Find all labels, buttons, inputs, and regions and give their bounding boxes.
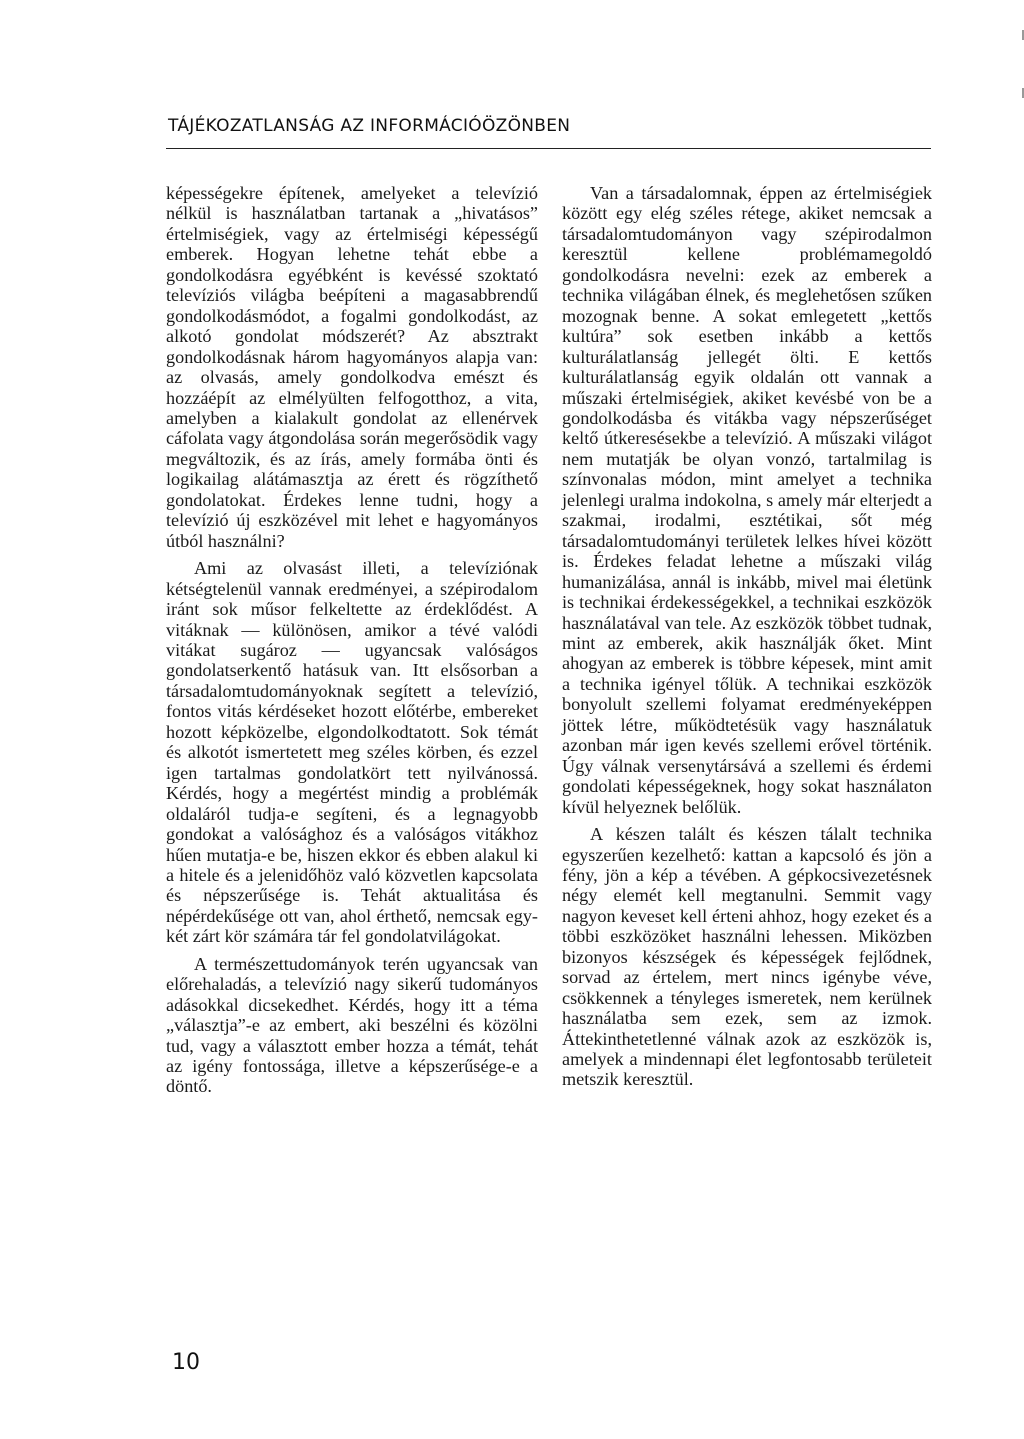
left-paragraph-3: A természettudományok terén ugyancsak van előrehaladás, a televízió nagy sikerű tudományos adásokkal dicsekedhet. Kérdés, hogy itt a téma „választja”-e az embert, aki beszélni és közölni tud, vagy a választott ember hozza a témát, tehát az igény fontossága, illetve a képszerűsége-e a döntő.: [166, 953, 538, 1097]
right-paragraph-1: Van a társadalomnak, éppen az értelmiségiek között egy elég széles rétege, akiket nemcsak a társadalomtudományon vagy szépirodalmon keresztül kellene problémamegoldó gondolkodásra nevelni: ezek az emberek a technika világában élnek, és meglehetősen szűken mozognak benne. A sokat emlegetett „kettős kultúra” sok esetben inkább a kettős kulturálatlanság jellegét ölti. E kettős kulturálatlanság egyik oldalán ott vannak a műszaki értelmiségiek, akiket kevésbé von be a gondolkodásba és vitákba vagy népszerűséget keltő útkeresésekbe a televízió. A műszaki világot nem mutatják be olyan vonzó, tartalmilag is színvonalas módon, mint amelyet a technika jelenlegi uralma indokolna, s amely már elterjedt a szakmai, irodalmi, esztétikai, sőt még társadalomtudományi területek lelkes hívei között is. Érdekes feladat lehetne a műszaki világ humanizálása, annál is inkább, mivel mai életünk is technikai érdekességekkel, a technikai eszközök használatával van tele. Az eszközök többet tudnak, mint az emberek, akik használják őket. Mint ahogyan az emberek is többre képesek, mint amit a technika igényel tőlük. A technikai eszközök bonyolult szellemi folyamat eredményeképpen jöttek létre, működtetésük vagy használatuk azonban már igen kevés szellemi erővel történik. Úgy válnak versenytársává a szellemi és érdemi gondolati képességeknek, hogy sokat használaton kívül helyeznek belőlük.: [562, 183, 932, 817]
page-number: 10: [172, 1350, 200, 1375]
right-column: [562, 183, 932, 1090]
right-paragraph-2: A készen talált és készen tálalt technika egyszerűen kezelhető: kattan a kapcsoló és jön a fény, jön a kép a tévében. A gépkocsivezetésnek négy elemét kell megtanulni. Semmit vagy nagyon keveset kell érteni ahhoz, hogy ezeket és a többi eszközöket használni lehessen. Miközben bizonyos készségek és képességek fejlődnek, sorvad az értelem, mert nincs igénybe véve, csökkennek a tényleges ismeretek, nem kerülnek használatba sem ezek, sem az izmok. Áttekinthetetlenné válnak azok az eszközök is, amelyek a mindennapi élet legfontosabb területeit metszik keresztül.: [562, 824, 932, 1090]
header-rule: [166, 148, 931, 149]
left-paragraph-1: képességekre építenek, amelyeket a televízió nélkül is használatban tartanak a „hivatásos” értelmiségiek, vagy az értelmiségi képességű emberek. Hogyan lehetne tehát ebbe a gondolkodásra egyébként is kevéssé szoktató televíziós világba beépíteni a magasabbrendű gondolkodásmódot, a fogalmi gondolkodást, az alkotó gondolat módszerét? Az absztrakt gondolkodásnak három hagyományos alapja van: az olvasás, amely gondolkodva emészt és hozzáépít az elmélyülten felfogotthoz, a vita, amelyben a kialakult gondolat az ellenérvek cáfolata vagy átgondolása során megerősödik vagy megváltozik, és az írás, amely formába önti és logikailag alátámasztja az érett és rögzíthető gondolatokat. Érdekes lenne tudni, hogy a televízió új eszközével mit lehet e hagyományos útból használni?: [166, 183, 538, 551]
left-column: [166, 183, 538, 1097]
running-head: TÁJÉKOZATLANSÁG AZ INFORMÁCIÓÖZÖNBEN: [168, 116, 571, 136]
left-paragraph-2: Ami az olvasást illeti, a televíziónak kétségtelenül vannak eredményei, a szépirodalom iránt sok műsor felkeltette az érdeklődést. A vitáknak — különösen, amikor a tévé valódi vitákat sugároz — ugyancsak valóságos gondolatserkentő hatásuk van. Itt elsősorban a társadalomtudományoknak segített a televízió, fontos vitás kérdéseket hozott előtérbe, embereket hozott képközelbe, elgondolkodtatott. Sok témát és alkotót ismertetett meg széles körben, és ezzel igen tartalmas gondolatkört tett nyilvánossá. Kérdés, hogy a megértést mindig a problémák oldaláról tudja-e segíteni, és a legnagyobb gondokat a valósághoz és a valóságos vitákhoz hűen mutatja-e be, hiszen ekkor és ebben alakul ki a hitele és a jelenidőhöz való közvetlen kapcsolata és népszerűsége is. Tehát aktualitása és népérdekűsége ott van, ahol érthető, nemcsak egy-két zárt kör számára tár fel gondolatvilágokat.: [166, 558, 538, 947]
